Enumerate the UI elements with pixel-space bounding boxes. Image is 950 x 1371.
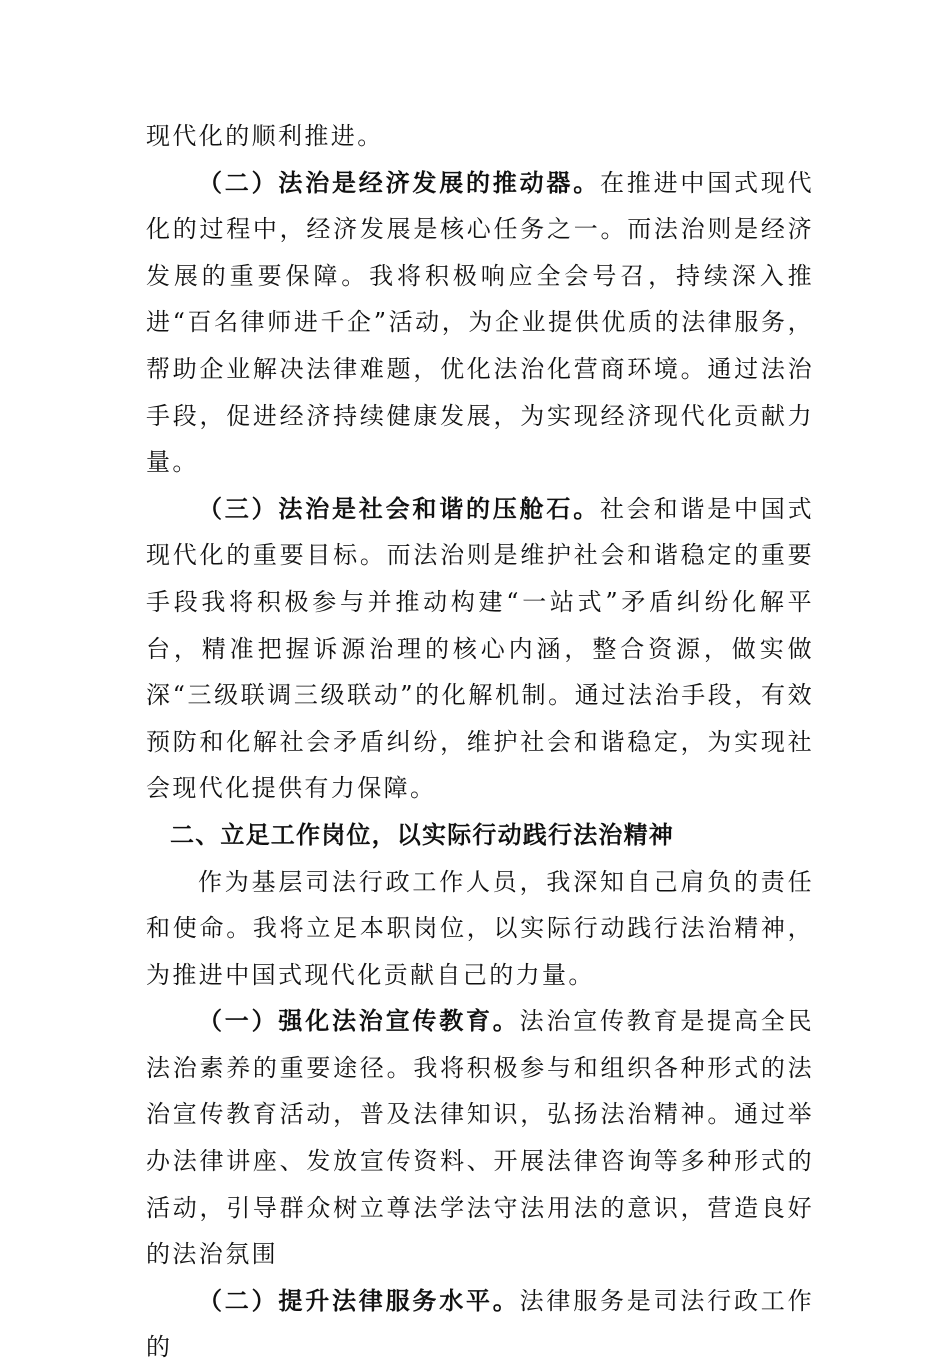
- paragraph-legal-services: [146, 1278, 814, 1371]
- paragraph-text: 现代化的顺利推进。: [146, 122, 384, 150]
- paragraph-text: 社会和谐是中国式现代化的重要目标。而法治则是维护社会和谐稳定的重要手段我将积极参与并推动构建“一站式”矛盾纠纷化解平台，精准把握诉源治理的核心内涵，整合资源，做实做深“三级联调三级联动”的化解机制。通过法治手段，有效预防和化解社会矛盾纠纷，维护社会和谐稳定，为实现社会现代化提供有力保障。: [146, 494, 814, 803]
- paragraph-lead-heading: （二）法治是经济发展的推动器。: [198, 168, 600, 197]
- paragraph-social-harmony: [146, 486, 814, 812]
- paragraph-text: 法治宣传教育是提高全民法治素养的重要途径。我将积极参与和组织各种形式的法治宣传教育活动，普及法律知识，弘扬法治精神。通过举办法律讲座、发放宣传资料、开展法律咨询等多种形式的活动，引导群众树立尊法学法守法用法的意识，营造良好的法治氛围: [146, 1007, 814, 1269]
- paragraph-economic-development: [146, 160, 814, 486]
- paragraph-text: 在推进中国式现代化的过程中，经济发展是核心任务之一。而法治则是经济发展的重要保障。我将积极响应全会号召，持续深入推进“百名律师进千企”活动，为企业提供优质的法律服务，帮助企业解决法律难题，优化法治化营商环境。通过法治手段，促进经济持续健康发展，为实现经济现代化贡献力量。: [146, 168, 814, 477]
- paragraph-lead-heading: （三）法治是社会和谐的压舱石。: [198, 494, 600, 523]
- paragraph-lead-heading: （二）提升法律服务水平。: [198, 1286, 520, 1315]
- paragraph-text: 法律服务是司法行政工作的: [146, 1286, 814, 1362]
- paragraph-lead-heading: （一）强化法治宣传教育。: [198, 1007, 520, 1036]
- document-page: [146, 113, 814, 1371]
- paragraph-continuation: [146, 113, 814, 160]
- paragraph-legal-education: [146, 998, 814, 1278]
- section-heading-two: 二、立足工作岗位，以实际行动践行法治精神: [170, 820, 674, 849]
- paragraph-text: 作为基层司法行政工作人员，我深知自己肩负的责任和使命。我将立足本职岗位，以实际行动践行法治精神，为推进中国式现代化贡献自己的力量。: [146, 867, 814, 989]
- paragraph-section-intro: [146, 859, 814, 999]
